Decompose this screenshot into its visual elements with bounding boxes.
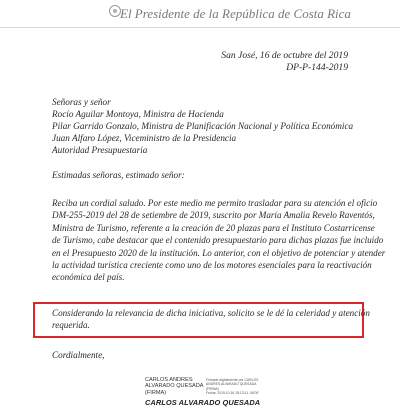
recipient-line: Rocío Aguilar Montoya, Ministra de Hacienda bbox=[52, 109, 224, 119]
body-line: de Turismo, cabe destacar que el contenido presupuestario para dichas plazas fue incluido bbox=[52, 235, 384, 246]
recipients-block bbox=[52, 96, 353, 156]
letterhead-divider bbox=[0, 27, 400, 28]
document-reference: DP-P-144-2019 bbox=[286, 62, 348, 73]
closing: Cordialmente, bbox=[52, 350, 105, 360]
digital-note-line: (FIRMA) bbox=[206, 386, 219, 391]
recipients-salutation: Señoras y señor bbox=[52, 97, 111, 107]
digital-signature-note bbox=[206, 378, 270, 396]
recipient-line: Autoridad Presupuestaria bbox=[52, 145, 148, 155]
date-reference-block bbox=[221, 50, 348, 74]
body-line: DM-255-2019 del 28 de setiembre de 2019, suscrito por María Amalia Revelo Raventós, bbox=[52, 210, 375, 221]
place-date: San José, 16 de octubre del 2019 bbox=[221, 50, 348, 61]
body-line: Reciba un cordial saludo. Por este medio me permito trasladar para su atención el oficio bbox=[52, 198, 378, 208]
printed-signer-name: CARLOS ALVARADO QUESADA bbox=[145, 398, 261, 407]
highlighted-request bbox=[52, 307, 370, 332]
signer-line: CARLOS ANDRES bbox=[145, 377, 193, 383]
digital-note-line: Firmado digitalmente por CARLOS bbox=[206, 378, 259, 382]
highlight-line: Considerando la relevancia de dicha iniciativa, solicito se le dé la celeridad y atención bbox=[52, 308, 370, 318]
digital-note-line: Fecha: 2019.10.16 15:13:11 -06'00' bbox=[206, 391, 260, 396]
digital-note-line: ANDRES ALVARADO QUESADA bbox=[206, 382, 257, 387]
signer-stamp bbox=[145, 377, 204, 396]
body-line: la actividad turística creciente como uno de los motores esenciales para la reactivación bbox=[52, 260, 372, 271]
signer-line: (FIRMA) bbox=[145, 389, 167, 396]
body-paragraph bbox=[52, 197, 386, 284]
letterhead-title: El Presidente de la República de Costa Rica bbox=[120, 6, 351, 21]
body-line: en el Presupuesto 2020 de la institución. Lo anterior, con el objetivo de potenciar y atender bbox=[52, 247, 386, 258]
recipient-line: Juan Alfaro López, Viceministro de la Presidencia bbox=[52, 133, 237, 143]
signer-line: ALVARADO QUESADA bbox=[145, 383, 204, 390]
greeting: Estimadas señoras, estimado señor: bbox=[52, 170, 185, 180]
highlight-line: requerida. bbox=[52, 320, 90, 331]
recipient-line: Pilar Garrido Gonzalo, Ministra de Planificación Nacional y Política Económica bbox=[52, 121, 354, 131]
body-line: Ministra de Turismo, referente a la creación de 20 plazas para el Instituto Costarricense bbox=[52, 222, 375, 233]
body-line: económica del país. bbox=[52, 272, 125, 283]
